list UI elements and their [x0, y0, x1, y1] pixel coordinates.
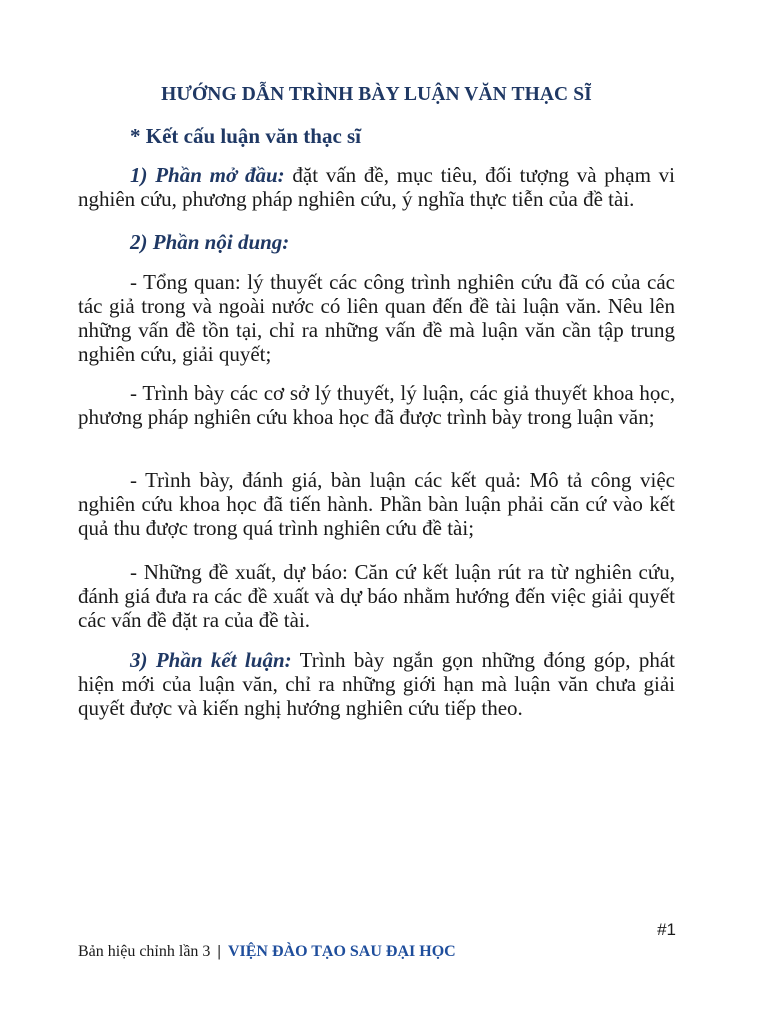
footer-organization: VIỆN ĐÀO TẠO SAU ĐẠI HỌC — [227, 943, 456, 960]
page-footer — [78, 943, 456, 961]
bullet-proposals: - Những đề xuất, dự báo: Căn cứ kết luận rút ra từ nghiên cứu, đánh giá đưa ra các đề xuất và dự báo nhằm hướng đến việc giải quyết các vấn đề đặt ra của đề tài. — [78, 560, 675, 632]
footer-separator: | — [217, 943, 221, 960]
part2-label: 2) Phần nội dung: — [130, 230, 290, 254]
footer-revision: Bản hiệu chỉnh lần 3 — [78, 943, 211, 960]
bullet-overview: - Tổng quan: lý thuyết các công trình nghiên cứu đã có của các tác giả trong và ngoài nước có liên quan đến đề tài luận văn. Nêu lên những vấn đề tồn tại, chỉ ra những vấn đề mà luận văn cần tập trung nghiên cứu, giải quyết; — [78, 270, 675, 366]
bullet-theory: - Trình bày các cơ sở lý thuyết, lý luận, các giả thuyết khoa học, phương pháp nghiên cứu khoa học đã được trình bày trong luận văn; — [78, 381, 675, 429]
part3-label: 3) Phần kết luận: — [130, 648, 292, 672]
part1-paragraph — [78, 163, 675, 211]
part1-label: 1) Phần mở đầu: — [130, 163, 285, 187]
part1-text: đặt vấn đề, mục tiêu, đối tượng và phạm vi nghiên cứu, phương pháp nghiên cứu, ý nghĩa thực tiễn của đề tài. — [78, 163, 675, 211]
section-heading: * Kết cấu luận văn thạc sĩ — [130, 124, 362, 148]
document-title: HƯỚNG DẪN TRÌNH BÀY LUẬN VĂN THẠC SĨ — [161, 84, 592, 105]
bullet-results: - Trình bày, đánh giá, bàn luận các kết quả: Mô tả công việc nghiên cứu khoa học đã tiến hành. Phần bàn luận phải căn cứ vào kết quả thu được trong quá trình nghiên cứu đề tài; — [78, 468, 675, 540]
page-number: #1 — [657, 920, 676, 939]
part3-text: Trình bày ngắn gọn những đóng góp, phát hiện mới của luận văn, chỉ ra những giới hạn mà luận văn chưa giải quyết được và kiến nghị hướng nghiên cứu tiếp theo. — [78, 648, 676, 720]
part3-paragraph — [78, 648, 675, 720]
